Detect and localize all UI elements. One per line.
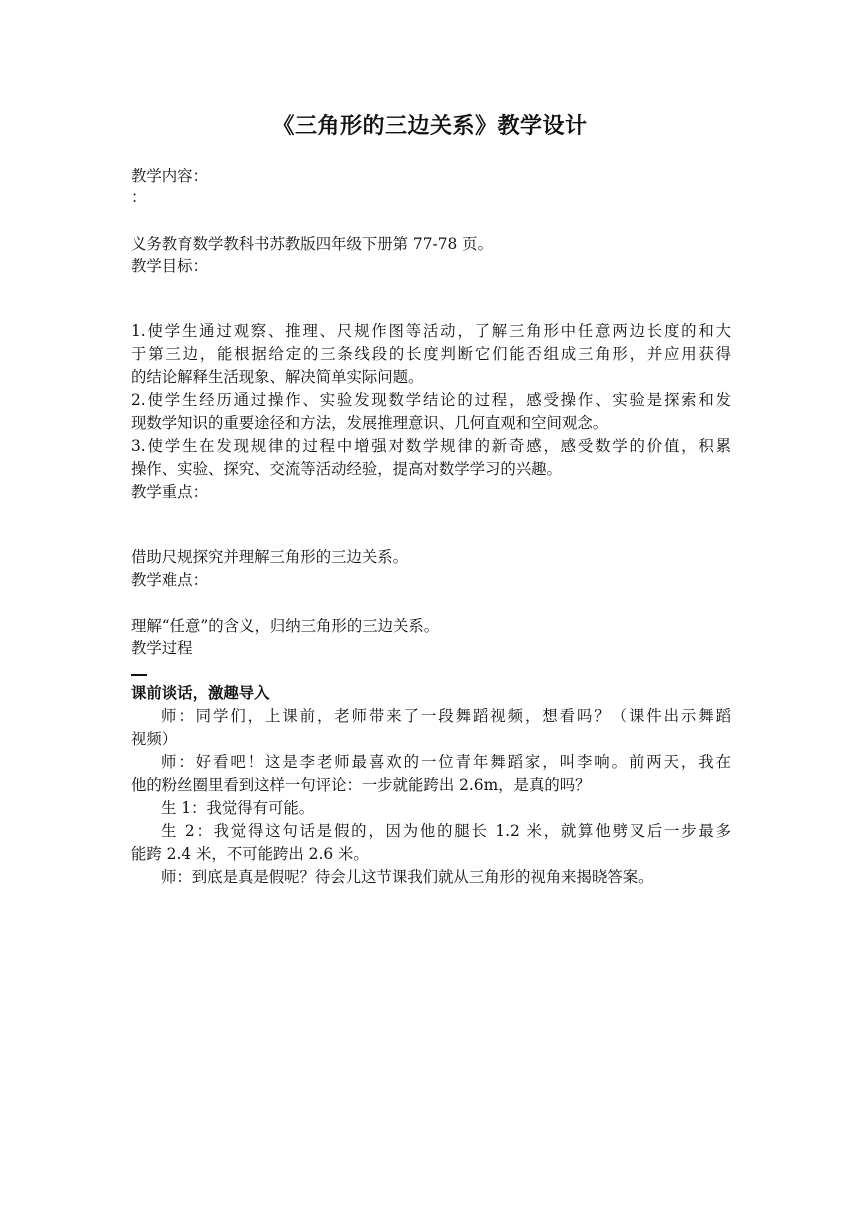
document-title: 《三角形的三边关系》教学设计 bbox=[272, 114, 588, 139]
dialogue-teacher-3: 师：到底是真是假呢？待会儿这节课我们就从三角形的视角来揭晓答案。 bbox=[161, 868, 654, 886]
difficulty-text: 理解“任意”的含义，归纳三角形的三边关系。 bbox=[131, 617, 440, 635]
content-colon: ： bbox=[131, 188, 147, 206]
goal1-line-3: 的结论解释生活现象、解决简单实际问题。 bbox=[131, 368, 424, 386]
section-dash bbox=[131, 674, 147, 676]
goals-label: 教学目标： bbox=[131, 257, 208, 275]
dialogue-student-1: 生 1：我觉得有可能。 bbox=[161, 799, 315, 817]
dialogue-teacher-1-line-1: 师：同学们，上课前，老师带来了一段舞蹈视频，想看吗？（课件出示舞蹈 bbox=[161, 707, 731, 725]
dialogue-teacher-2-line-1: 师：好看吧！这是李老师最喜欢的一位青年舞蹈家，叫李响。前两天，我在 bbox=[161, 753, 731, 771]
goal3-line-2: 操作、实验、探究、交流等活动经验，提高对数学学习的兴趣。 bbox=[131, 460, 562, 478]
dialogue-student-2-line-2: 能跨 2.4 米，不可能跨出 2.6 米。 bbox=[131, 845, 369, 863]
section-heading: 课前谈话，激趣导入 bbox=[131, 684, 270, 702]
difficulty-label: 教学难点： bbox=[131, 571, 208, 589]
goal1-line-1: 1.使学生通过观察、推理、尺规作图等活动，了解三角形中任意两边长度的和大 bbox=[131, 322, 731, 340]
key-label: 教学重点： bbox=[131, 483, 208, 501]
key-text: 借助尺规探究并理解三角形的三边关系。 bbox=[131, 548, 409, 566]
content-text: 义务教育数学教科书苏教版四年级下册第 77-78 页。 bbox=[131, 235, 493, 253]
goal2-line-1: 2.使学生经历通过操作、实验发现数学结论的过程，感受操作、实验是探索和发 bbox=[131, 391, 731, 409]
goal3-line-1: 3.使学生在发现规律的过程中增强对数学规律的新奇感，感受数学的价值，积累 bbox=[131, 437, 731, 455]
dialogue-teacher-2-line-2: 他的粉丝圈里看到这样一句评论：一步就能跨出 2.6m，是真的吗？ bbox=[131, 776, 591, 794]
content-label: 教学内容： bbox=[131, 167, 208, 185]
goal2-line-2: 现数学知识的重要途径和方法，发展推理意识、几何直观和空间观念。 bbox=[131, 414, 609, 432]
process-label: 教学过程 bbox=[131, 639, 193, 657]
dialogue-student-2-line-1: 生 2：我觉得这句话是假的，因为他的腿长 1.2 米，就算他劈叉后一步最多 bbox=[161, 822, 731, 840]
goal1-line-2: 于第三边，能根据给定的三条线段的长度判断它们能否组成三角形，并应用获得 bbox=[131, 345, 731, 363]
dialogue-teacher-1-line-2: 视频） bbox=[131, 730, 178, 748]
